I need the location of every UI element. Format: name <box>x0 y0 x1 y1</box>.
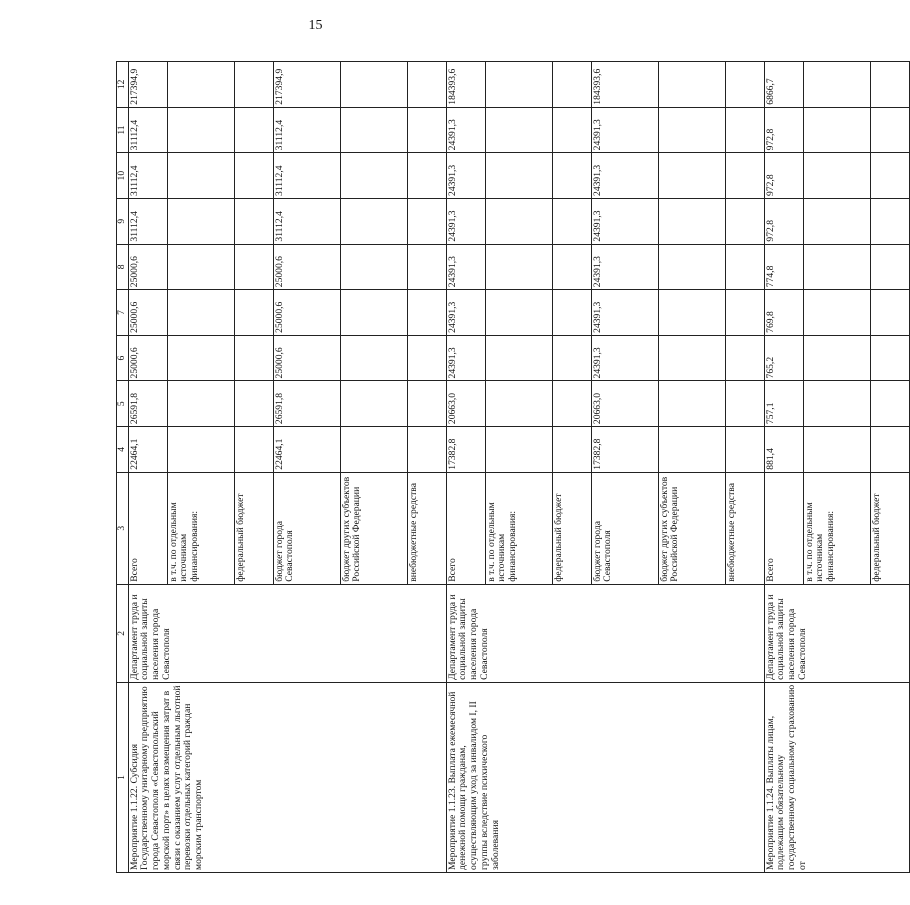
value-cell: 24391,3 <box>446 107 485 153</box>
value-cell <box>803 427 870 473</box>
value-cell: 20663,0 <box>446 381 485 427</box>
funding-source-cell: Всего <box>764 472 803 584</box>
value-cell: 24391,3 <box>446 244 485 290</box>
value-cell <box>340 290 407 336</box>
value-cell <box>552 427 591 473</box>
value-cell: 769,8 <box>764 290 803 336</box>
value-cell: 881,4 <box>764 427 803 473</box>
value-cell <box>552 198 591 244</box>
value-cell <box>552 153 591 199</box>
value-cell <box>234 62 273 108</box>
value-cell <box>234 290 273 336</box>
value-cell: 25000,6 <box>128 290 167 336</box>
value-cell <box>485 62 552 108</box>
value-cell <box>725 427 764 473</box>
value-cell <box>658 427 725 473</box>
value-cell <box>658 153 725 199</box>
value-cell <box>485 198 552 244</box>
value-cell: 22464,1 <box>128 427 167 473</box>
value-cell: 25000,6 <box>273 335 340 381</box>
value-cell: 25000,6 <box>128 244 167 290</box>
value-cell <box>407 290 446 336</box>
value-cell <box>870 62 909 108</box>
executor-cell: Департамент труда и социальной защиты населения города Севастополя <box>446 584 764 682</box>
value-cell <box>407 335 446 381</box>
table-row <box>764 62 803 873</box>
funding-source-cell: бюджет города Севастополя <box>273 472 340 584</box>
value-cell <box>870 427 909 473</box>
value-cell: 31112,4 <box>128 198 167 244</box>
column-header: 3 <box>117 472 129 584</box>
value-cell <box>167 153 234 199</box>
value-cell <box>340 153 407 199</box>
value-cell: 184393,6 <box>446 62 485 108</box>
value-cell: 217394,9 <box>128 62 167 108</box>
value-cell: 25000,6 <box>128 335 167 381</box>
funding-source-cell: в т.ч. по отдельным источникам финансирования: <box>803 472 870 584</box>
value-cell <box>725 244 764 290</box>
executor-cell: Департамент труда и социальной защиты населения города Севастополя <box>128 584 446 682</box>
value-cell <box>725 290 764 336</box>
value-cell <box>803 244 870 290</box>
value-cell: 757,1 <box>764 381 803 427</box>
column-header: 9 <box>117 198 129 244</box>
value-cell <box>485 427 552 473</box>
value-cell <box>340 427 407 473</box>
value-cell <box>167 198 234 244</box>
value-cell <box>725 107 764 153</box>
funding-source-cell: бюджет города Севастополя <box>591 472 658 584</box>
value-cell: 20663,0 <box>591 381 658 427</box>
value-cell <box>658 381 725 427</box>
value-cell: 24391,3 <box>446 335 485 381</box>
value-cell: 972,8 <box>764 153 803 199</box>
funding-source-cell: Всего <box>128 472 167 584</box>
column-header: 8 <box>117 244 129 290</box>
value-cell: 24391,3 <box>591 335 658 381</box>
value-cell <box>552 290 591 336</box>
value-cell <box>407 62 446 108</box>
value-cell <box>658 290 725 336</box>
value-cell <box>485 153 552 199</box>
value-cell <box>803 62 870 108</box>
value-cell <box>234 244 273 290</box>
value-cell <box>552 381 591 427</box>
value-cell <box>552 244 591 290</box>
value-cell <box>658 244 725 290</box>
value-cell: 774,8 <box>764 244 803 290</box>
value-cell: 6866,7 <box>764 62 803 108</box>
value-cell: 24391,3 <box>591 198 658 244</box>
value-cell <box>167 244 234 290</box>
value-cell <box>658 198 725 244</box>
value-cell <box>870 153 909 199</box>
value-cell <box>725 198 764 244</box>
executor-cell: Департамент труда и социальной защиты населения города Севастополя <box>764 584 909 682</box>
value-cell <box>552 335 591 381</box>
value-cell: 765,2 <box>764 335 803 381</box>
value-cell: 24391,3 <box>591 153 658 199</box>
value-cell: 22464,1 <box>273 427 340 473</box>
value-cell <box>658 62 725 108</box>
value-cell <box>725 381 764 427</box>
value-cell <box>167 335 234 381</box>
value-cell <box>234 427 273 473</box>
value-cell <box>803 198 870 244</box>
value-cell <box>234 335 273 381</box>
value-cell: 184393,6 <box>591 62 658 108</box>
funding-source-cell: федеральный бюджет <box>552 472 591 584</box>
value-cell <box>485 335 552 381</box>
value-cell <box>552 107 591 153</box>
value-cell: 26591,8 <box>128 381 167 427</box>
funding-source-cell: в т.ч. по отдельным источникам финансирования: <box>485 472 552 584</box>
column-header: 10 <box>117 153 129 199</box>
value-cell <box>167 107 234 153</box>
value-cell <box>340 198 407 244</box>
rotated-table-container <box>116 61 882 873</box>
value-cell <box>803 335 870 381</box>
value-cell <box>340 381 407 427</box>
value-cell <box>407 107 446 153</box>
value-cell <box>340 62 407 108</box>
value-cell <box>658 107 725 153</box>
value-cell <box>552 62 591 108</box>
funding-source-cell: внебюджетные средства <box>725 472 764 584</box>
value-cell: 17382,8 <box>446 427 485 473</box>
funding-source-cell: бюджет других субъектов Российской Федерации <box>340 472 407 584</box>
page-number: 15 <box>308 18 323 33</box>
value-cell <box>407 153 446 199</box>
value-cell <box>658 335 725 381</box>
funding-source-cell: в т.ч. по отдельным источникам финансирования: <box>167 472 234 584</box>
value-cell: 217394,9 <box>273 62 340 108</box>
value-cell <box>870 290 909 336</box>
value-cell <box>725 335 764 381</box>
measure-cell: Мероприятие 1.1.24. Выплаты лицам, подлежащим обязательному государственному социальному страхованию от <box>764 682 909 872</box>
value-cell: 972,8 <box>764 198 803 244</box>
value-cell <box>725 62 764 108</box>
value-cell <box>485 290 552 336</box>
column-header: 1 <box>117 682 129 872</box>
value-cell <box>870 198 909 244</box>
funding-source-cell: внебюджетные средства <box>407 472 446 584</box>
value-cell <box>407 381 446 427</box>
value-cell <box>407 198 446 244</box>
value-cell: 31112,4 <box>273 153 340 199</box>
value-cell: 17382,8 <box>591 427 658 473</box>
value-cell <box>485 244 552 290</box>
value-cell <box>340 335 407 381</box>
measure-cell: Мероприятие 1.1.22. Субсидия Государственному унитарному предприятию города Севастополя «Севастопольский морской порт» в целях возмещения затрат в связи с оказанием услуг отдельным льготной перевозки отдельных категорий граждан морским транспортом <box>128 682 446 872</box>
value-cell: 31112,4 <box>128 107 167 153</box>
value-cell <box>485 107 552 153</box>
value-cell <box>167 290 234 336</box>
value-cell: 972,8 <box>764 107 803 153</box>
value-cell <box>870 335 909 381</box>
value-cell <box>725 153 764 199</box>
value-cell <box>407 244 446 290</box>
measure-cell: Мероприятие 1.1.23. Выплата ежемесячной денежной помощи гражданам, осуществляющим уход за инвалидом I, II группы вследствие психического заболевания <box>446 682 764 872</box>
value-cell <box>234 153 273 199</box>
column-header: 7 <box>117 290 129 336</box>
funding-source-cell: федеральный бюджет <box>870 472 909 584</box>
value-cell <box>870 381 909 427</box>
value-cell: 24391,3 <box>446 290 485 336</box>
value-cell: 26591,8 <box>273 381 340 427</box>
value-cell <box>870 244 909 290</box>
table-row <box>446 62 485 873</box>
value-cell <box>485 381 552 427</box>
value-cell: 31112,4 <box>273 107 340 153</box>
value-cell <box>803 153 870 199</box>
column-header: 4 <box>117 427 129 473</box>
value-cell: 24391,3 <box>591 107 658 153</box>
value-cell <box>234 107 273 153</box>
value-cell <box>340 244 407 290</box>
value-cell <box>803 290 870 336</box>
funding-source-cell: Всего <box>446 472 485 584</box>
column-header: 5 <box>117 381 129 427</box>
value-cell <box>407 427 446 473</box>
value-cell <box>167 381 234 427</box>
value-cell: 24391,3 <box>446 153 485 199</box>
value-cell <box>803 107 870 153</box>
value-cell: 31112,4 <box>273 198 340 244</box>
value-cell: 25000,6 <box>273 244 340 290</box>
value-cell: 31112,4 <box>128 153 167 199</box>
column-header: 2 <box>117 584 129 682</box>
value-cell <box>340 107 407 153</box>
value-cell <box>234 381 273 427</box>
value-cell <box>870 107 909 153</box>
funding-table <box>116 61 910 873</box>
header-row <box>117 62 129 873</box>
value-cell: 24391,3 <box>591 244 658 290</box>
value-cell: 24391,3 <box>446 198 485 244</box>
value-cell: 24391,3 <box>591 290 658 336</box>
value-cell <box>803 381 870 427</box>
column-header: 11 <box>117 107 129 153</box>
funding-source-cell: бюджет других субъектов Российской Федерации <box>658 472 725 584</box>
column-header: 6 <box>117 335 129 381</box>
value-cell: 25000,6 <box>273 290 340 336</box>
value-cell <box>167 427 234 473</box>
funding-source-cell: федеральный бюджет <box>234 472 273 584</box>
value-cell <box>234 198 273 244</box>
value-cell <box>167 62 234 108</box>
table-row <box>128 62 167 873</box>
column-header: 12 <box>117 62 129 108</box>
